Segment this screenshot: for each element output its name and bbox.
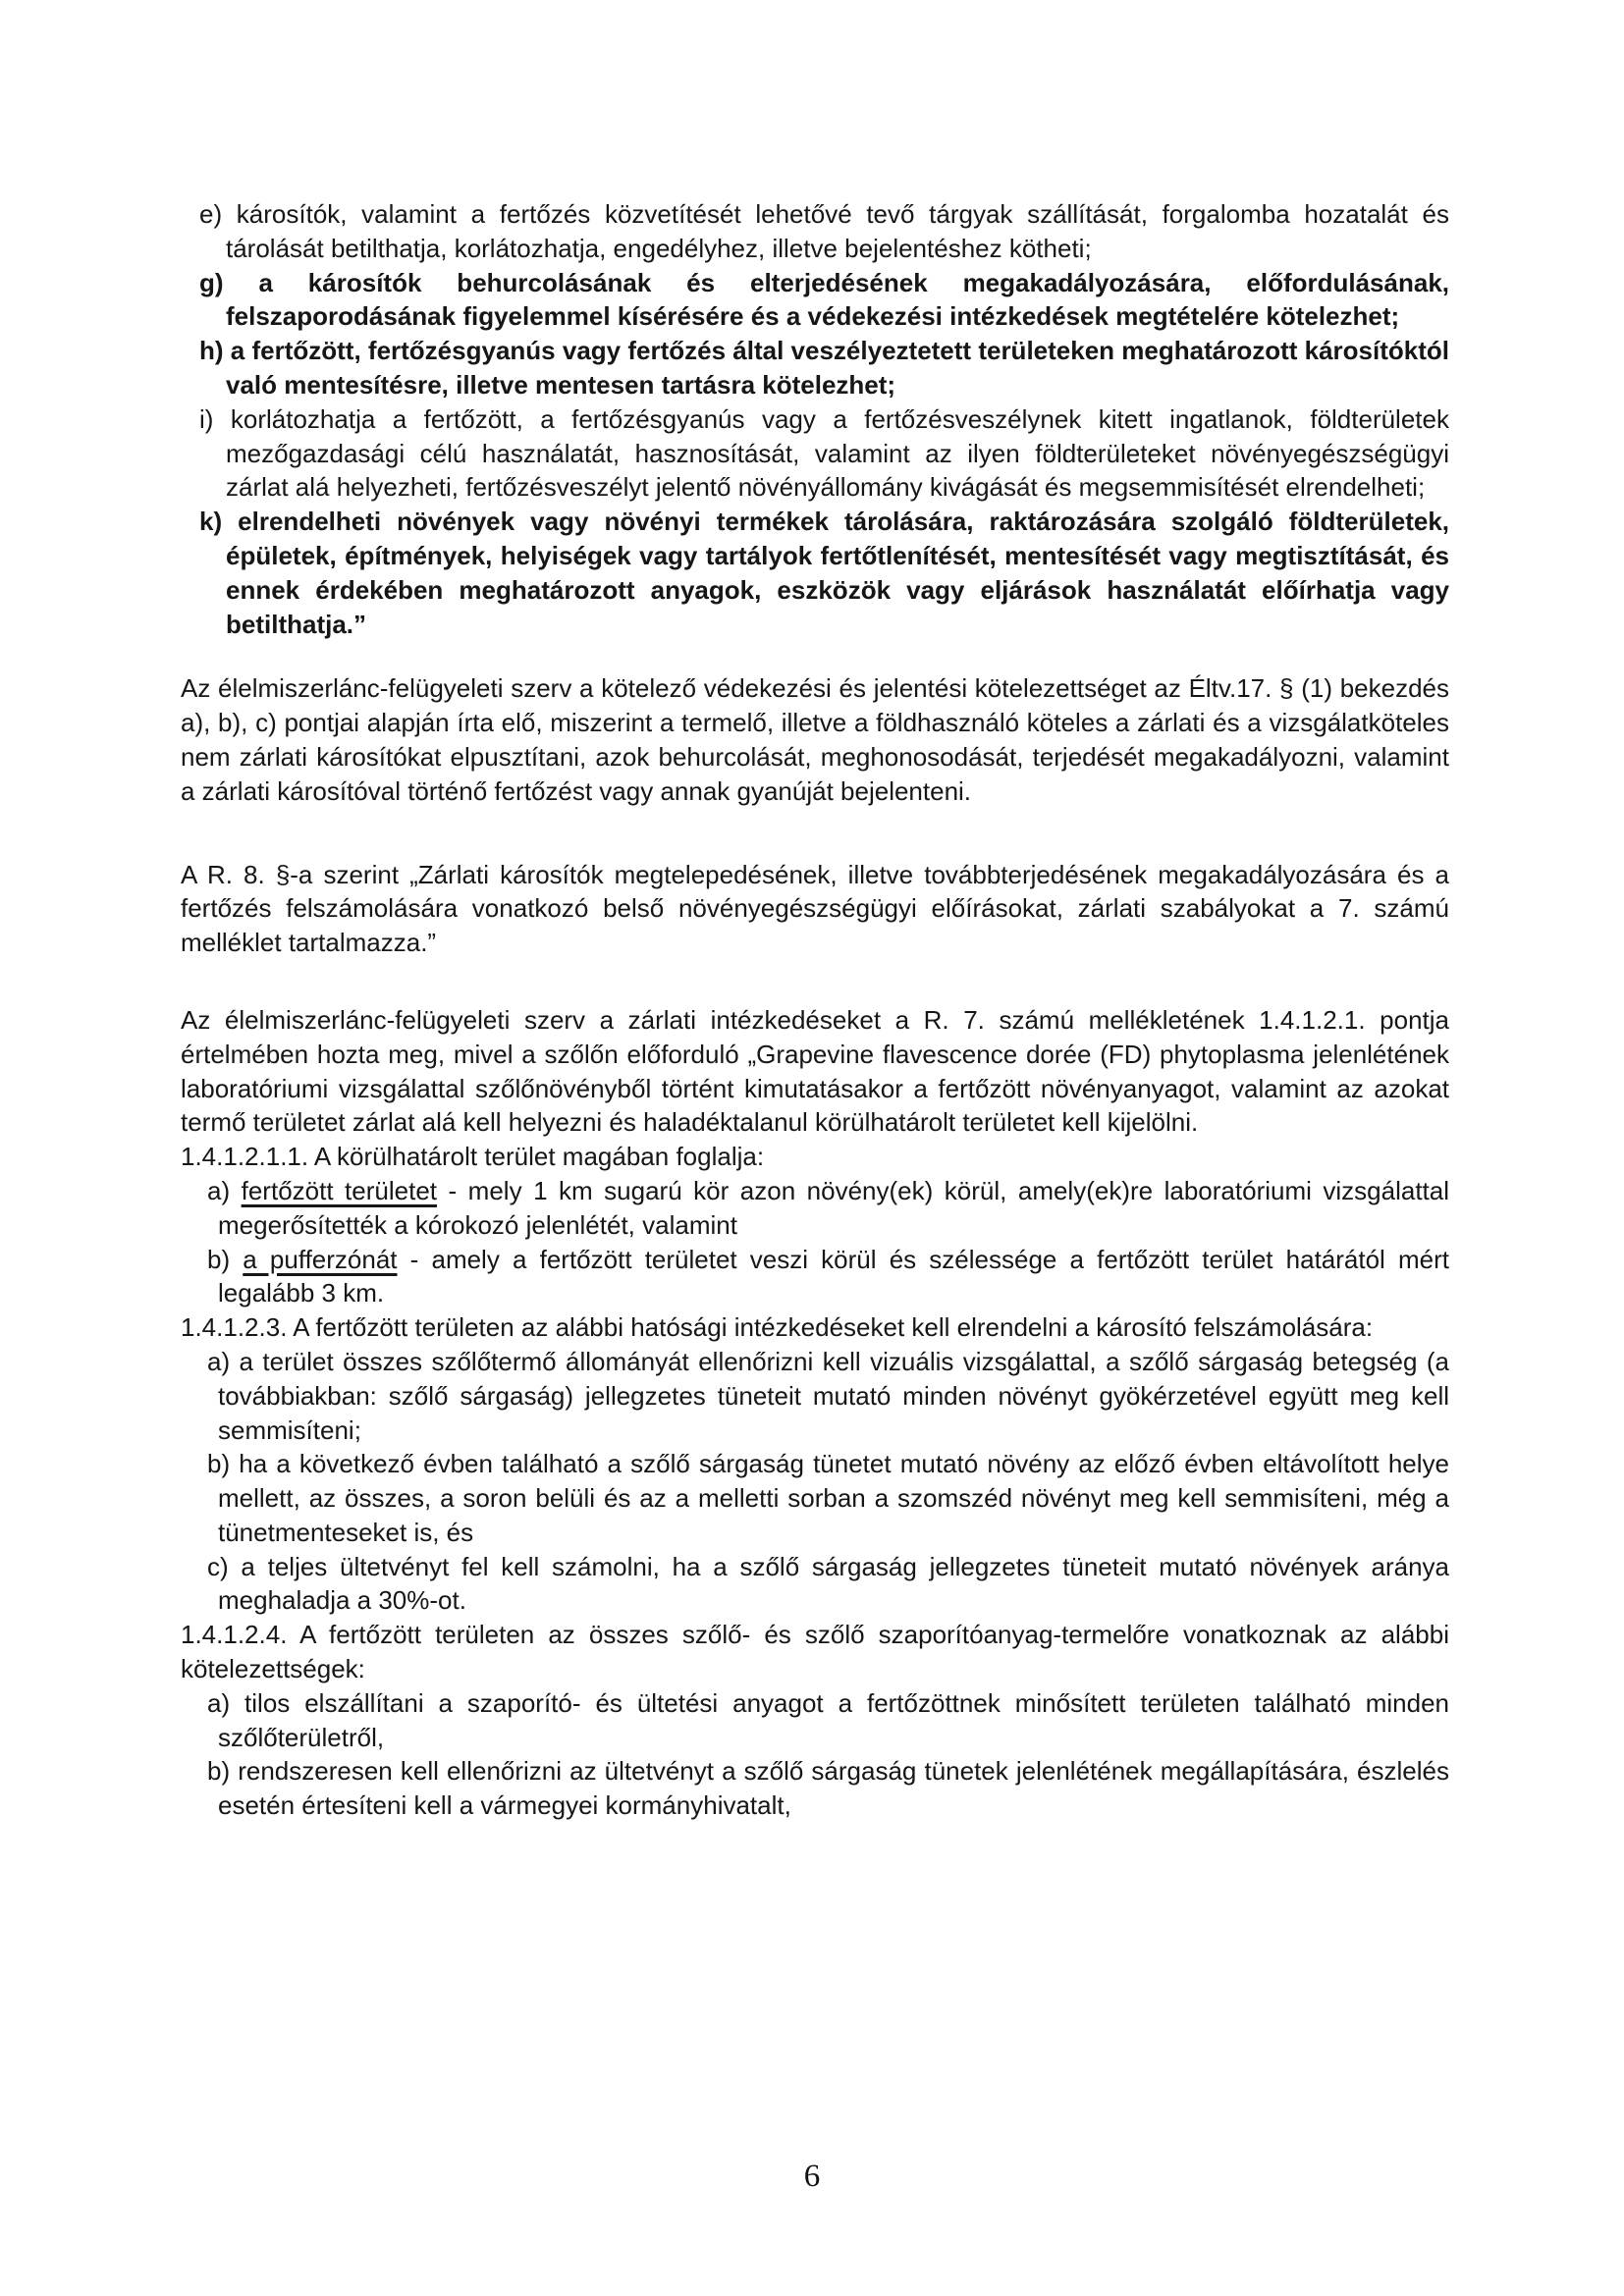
list-item-label: b) xyxy=(207,1756,239,1787)
list-item-label: a) xyxy=(207,1346,240,1376)
list-item-text: - amely a fertőzött területet veszi körül és szélessége a fertőzött terület határától mért legalább 3 km. xyxy=(218,1244,1449,1308)
paragraph-r8: A R. 8. §-a szerint „Zárlati károsítók megtelepedésének, illetve továbbterjedésének megakadályozására és a fertőzés felszámolására vonatkozó belső növényegészségügyi előírásokat, zárlati szabályokat a 7. számú melléklet tartalmazza.” xyxy=(181,859,1449,958)
list-item-b-regular-checks xyxy=(181,1754,1449,1823)
list-item-label: h) xyxy=(199,336,231,366)
list-item-text: a fertőzött, fertőzésgyanús vagy fertőzés által veszélyeztetett területeken meghatározott károsítóktól való mentesítésre, illetve mentesen tartásra kötelezhet; xyxy=(226,336,1449,400)
quoted-provisions-list xyxy=(181,197,1449,641)
list-item-text: a károsítók behurcolásának és elterjedésének megakadályozására, előfordulásának, felszaporodásának figyelemmel kísérésére és a védekezési intézkedések megtételére kötelezhet; xyxy=(226,267,1450,332)
list-item-text: - mely 1 km sugarú kör azon növény(ek) körül, amely(ek)re laboratóriumi vizsgálattal megerősítették a kórokozó jelenlétét, valamint xyxy=(218,1175,1450,1240)
list-item-label: k) xyxy=(199,507,239,537)
list-item-text: károsítók, valamint a fertőzés közvetítését lehetővé tevő tárgyak szállítását, forgalomba hozatalát és tárolását betilthatja, korlátozhatja, engedélyhez, illetve bejelentéshez kötheti; xyxy=(226,199,1449,263)
list-item-e xyxy=(181,197,1449,266)
paragraph-zarlati-intezkedesek: Az élelmiszerlánc-felügyeleti szerv a zárlati intézkedéseket a R. 7. számú mellékletének 1.4.1.2.1. pontja értelmében hozta meg, mivel a szőlőn előforduló „Grapevine flavescence dorée (FD) phytoplasma jelenlétének laboratóriumi vizsgálattal szőlőnövényből történt kimutatásakor a fertőzött növényanyagot, valamint az azokat termő területet zárlat alá kell helyezni és haladéktalanul körülhatárolt területet kell kijelölni. xyxy=(181,1004,1449,1138)
list-item-label: b) xyxy=(207,1244,244,1274)
list-item-b-buffer-zone xyxy=(181,1243,1449,1311)
list-item-text: korlátozhatja a fertőzött, a fertőzésgyanús vagy a fertőzésveszélynek kitett ingatlanok, földterületek mezőgazdasági célú használatát, hasznosítását, valamint az ilyen földterületeket növényegészségügyi zárlat alá helyezheti, fertőzésveszélyt jelentő növényállomány kivágását és megsemmisítését elrendelheti; xyxy=(226,403,1449,503)
underlined-term-buffer-zone: a pufferzónát xyxy=(243,1244,398,1274)
delimited-area-list xyxy=(181,1174,1449,1310)
infected-area-measures-list xyxy=(181,1345,1449,1618)
list-item-text: a teljes ültetvényt fel kell számolni, ha a szőlő sárgaság jellegzetes tüneteit mutató növények aránya meghaladja a 30%-ot. xyxy=(218,1551,1449,1616)
section-1-4-1-2-3: 1.4.1.2.3. A fertőzött területen az alábbi hatósági intézkedéseket kell elrendelni a károsító felszámolására: xyxy=(181,1312,1374,1343)
list-item-label: c) xyxy=(207,1551,242,1581)
list-item-k xyxy=(181,505,1449,641)
producer-obligations-list xyxy=(181,1686,1449,1823)
list-item-label: a) xyxy=(207,1175,242,1205)
paragraph-obligation: Az élelmiszerlánc-felügyeleti szerv a kötelező védekezési és jelentési kötelezettséget az Éltv.17. § (1) bekezdés a), b), c) pontjai alapján írta elő, miszerint a termelő, illetve a földhasználó köteles a zárlati és a vizsgálatköteles nem zárlati károsítókat elpusztítani, azok behurcolását, meghonosodását, terjedését megakadályozni, valamint a zárlati károsítóval történő fertőzést vagy annak gyanúját bejelenteni. xyxy=(181,673,1449,806)
list-item-c-full-removal xyxy=(181,1550,1449,1619)
list-item-a-transport-ban xyxy=(181,1686,1449,1755)
section-1-4-1-2-4: 1.4.1.2.4. A fertőzött területen az összes szőlő- és szőlő szaporítóanyag-termelőre vonatkoznak az alábbi kötelezettségek: xyxy=(181,1620,1449,1684)
list-item-label: b) xyxy=(207,1449,240,1479)
list-item-a-visual-inspection xyxy=(181,1345,1449,1447)
list-item-label: i) xyxy=(199,403,231,434)
list-item-text: tilos elszállítani a szaporító- és ültetési anyagot a fertőzöttnek minősített területen található minden szőlőterületről, xyxy=(218,1687,1449,1752)
list-item-label: e) xyxy=(199,199,237,229)
list-item-text: rendszeresen kell ellenőrizni az ültetvényt a szőlő sárgaság tünetek jelenlétének megállapítására, észlelés esetén értesíteni kell a vármegyei kormányhivatalt, xyxy=(218,1756,1449,1821)
section-1-4-1-2-1-1: 1.4.1.2.1.1. A körülhatárolt terület magában foglalja: xyxy=(181,1142,765,1172)
list-item-label: g) xyxy=(199,267,259,297)
list-item-text: ha a következő évben található a szőlő sárgaság tünetet mutató növény az előző évben eltávolított helye mellett, az összes, a soron belüli és az a melletti sorban a szomszéd növényt meg kell semmisíteni, még a tünetmenteseket is, és xyxy=(218,1449,1450,1547)
document-body xyxy=(181,197,1449,1823)
list-item-text: a terület összes szőlőtermő állományát ellenőrizni kell vizuális vizsgálattal, a szőlő sárgaság betegség (a továbbiakban: szőlő sárgaság) jellegzetes tüneteit mutató minden növényt gyökérzetével együtt meg kell semmisíteni; xyxy=(218,1346,1449,1445)
underlined-term-infected-area: fertőzött területet xyxy=(241,1175,438,1205)
list-item-label: a) xyxy=(207,1687,245,1718)
page-number: 6 xyxy=(803,2159,821,2194)
list-item-text: elrendelheti növények vagy növényi termékek tárolására, raktározására szolgáló földterületek, épületek, építmények, helyiségek vagy tartályok fertőtlenítését, mentesítését vagy megtisztítását, és ennek érdekében meghatározott anyagok, eszközök vagy eljárások használatát előírhatja vagy betilthatja.” xyxy=(226,507,1449,639)
list-item-b-next-year xyxy=(181,1447,1449,1549)
list-item-h xyxy=(181,334,1449,402)
list-item-g xyxy=(181,266,1449,335)
list-item-a-infected-area xyxy=(181,1174,1449,1243)
list-item-i xyxy=(181,402,1449,505)
